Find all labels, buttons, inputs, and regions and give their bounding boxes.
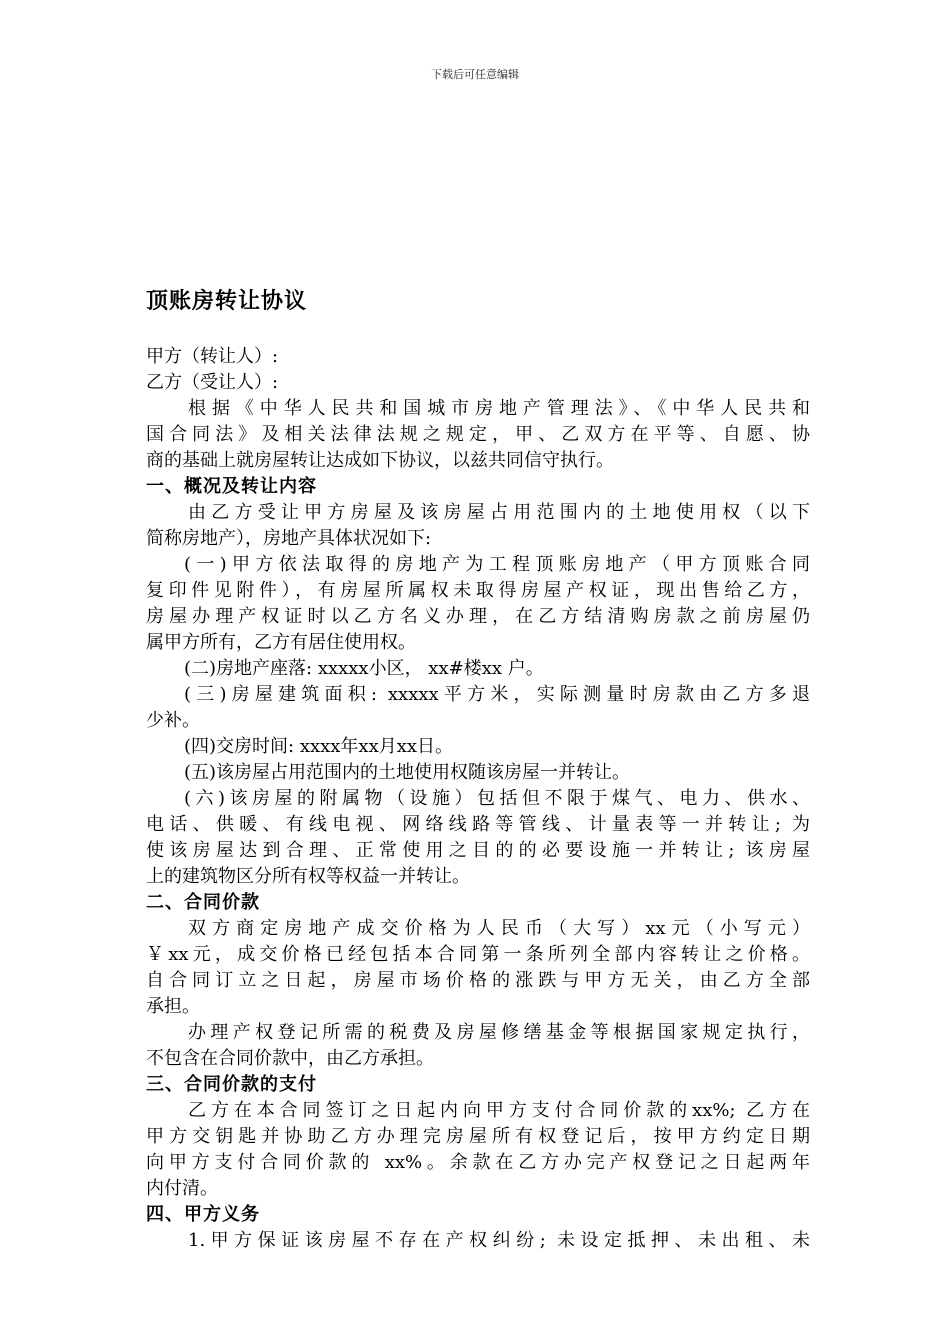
body-text-line: (四)交房时间: xxxx年xx月xx日。 [184, 736, 454, 757]
page-header-note: 下载后可任意编辑 [431, 68, 519, 81]
body-text-line: 上的建筑物区分所有权等权益一并转让。 [146, 866, 470, 887]
body-text-line: 复印件见附件），有房屋所属权未取得房屋产权证，现出售给乙方， [146, 580, 810, 601]
body-text-line: 承担。 [146, 996, 200, 1017]
section-heading: 一、概况及转让内容 [146, 476, 317, 497]
body-text-line: 电话、供暖、有线电视、网络线路等管线、计量表等一并转让; 为 [146, 814, 810, 835]
section-heading: 二、合同价款 [146, 892, 260, 913]
body-text-line: 向甲方支付合同价款的 xx%。余款在乙方办完产权登记之日起两年 [146, 1152, 810, 1173]
body-text-line: (三)房屋建筑面积: xxxxx平方米，实际测量时房款由乙方多退 [184, 684, 810, 705]
body-text-line: 内付清。 [146, 1178, 218, 1199]
body-text-line: (五)该房屋占用范围内的土地使用权随该房屋一并转让。 [184, 762, 631, 783]
body-text-line: 少补。 [146, 710, 200, 731]
body-text-line: (一)甲方依法取得的房地产为工程顶账房地产（甲方顶账合同 [184, 554, 810, 575]
body-text-line: 简称房地产），房地产具体状况如下: [146, 528, 432, 549]
body-text-line: 不包含在合同价款中，由乙方承担。 [146, 1048, 434, 1069]
document-body [146, 344, 810, 1254]
section-heading: 三、合同价款的支付 [146, 1074, 317, 1095]
body-text-line: 使该房屋达到合理、正常使用之目的的必要设施一并转让; 该房屋 [146, 840, 810, 861]
body-text-line: 国合同法》及相关法律法规之规定，甲、乙双方在平等、自愿、协 [146, 424, 810, 445]
section-heading: 四、甲方义务 [146, 1204, 260, 1225]
body-text-line: 1.甲方保证该房屋不存在产权纠纷; 未设定抵押、未出租、未 [188, 1230, 810, 1251]
body-text-line: 甲方（转让人）: [146, 346, 279, 367]
body-text-line: 办理产权登记所需的税费及房屋修缮基金等根据国家规定执行， [188, 1022, 810, 1043]
body-text-line: 房屋办理产权证时以乙方名义办理，在乙方结清购房款之前房屋仍 [146, 606, 810, 627]
body-text-line: 乙方在本合同签订之日起内向甲方支付合同价款的xx%; 乙方在 [188, 1100, 810, 1121]
body-text-line: (二)房地产座落: xxxxx小区， xx#楼xx 户。 [184, 658, 544, 679]
body-text-line: 属甲方所有，乙方有居住使用权。 [146, 632, 416, 653]
body-text-line: 根据《中华人民共和国城市房地产管理法》、《中华人民共和 [188, 398, 810, 419]
body-text-line: ￥xx元，成交价格已经包括本合同第一条所列全部内容转让之价格。 [146, 944, 810, 965]
body-text-line: 双方商定房地产成交价格为人民币（大写）xx元（小写元） [188, 918, 810, 939]
body-text-line: 商的基础上就房屋转让达成如下协议，以兹共同信守执行。 [146, 450, 614, 471]
body-text-line: 乙方（受让人）: [146, 372, 279, 393]
body-text-line: 由乙方受让甲方房屋及该房屋占用范围内的土地使用权（以下 [188, 502, 810, 523]
body-text-line: 甲方交钥匙并协助乙方办理完房屋所有权登记后，按甲方约定日期 [146, 1126, 810, 1147]
body-text-line: (六)该房屋的附属物（设施）包括但不限于煤气、电力、供水、 [184, 788, 810, 809]
document-title: 顶账房转让协议 [146, 289, 308, 314]
body-text-line: 自合同订立之日起，房屋市场价格的涨跌与甲方无关，由乙方全部 [146, 970, 810, 991]
